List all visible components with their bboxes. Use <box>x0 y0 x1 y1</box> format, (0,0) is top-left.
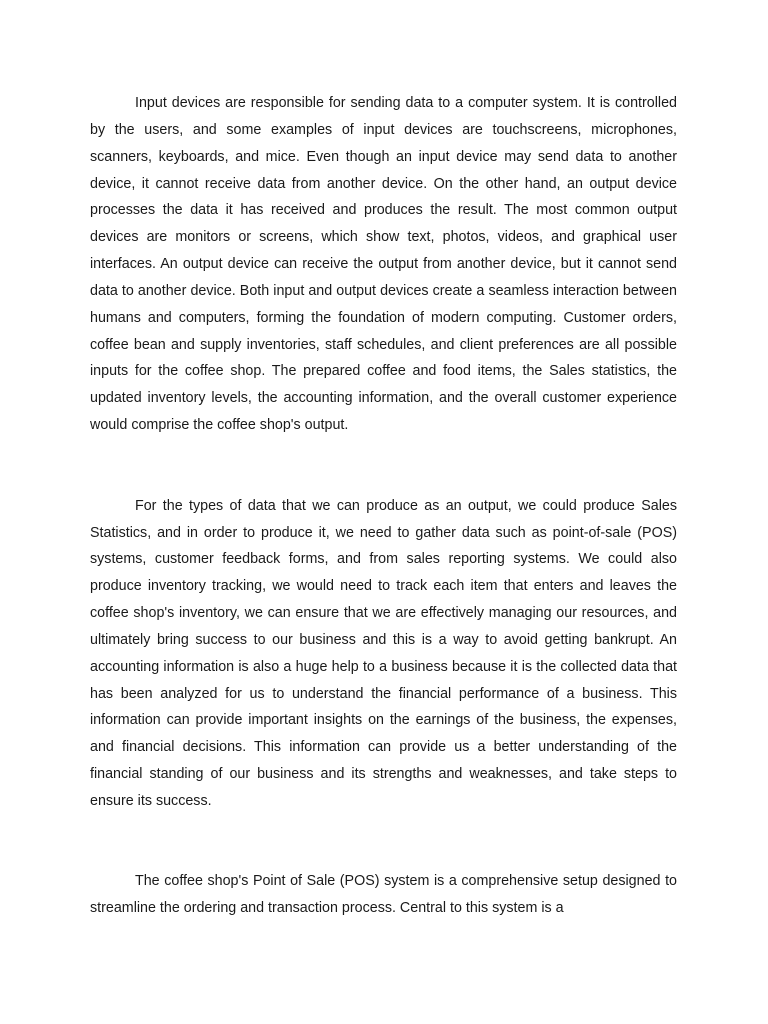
paragraph-input-output-devices: Input devices are responsible for sending data to a computer system. It is controlled by the users, and some examples of input devices are touchscreens, microphones, scanners, keyboards, and mice. Even though an input device may send data to another device, it cannot receive data from another device. On the other hand, an output device processes the data it has received and produces the result. The most common output devices are monitors or screens, which show text, photos, videos, and graphical user interfaces. An output device can receive the output from another device, but it cannot send data to another device. Both input and output devices create a seamless interaction between humans and computers, forming the foundation of modern computing. Customer orders, coffee bean and supply inventories, staff schedules, and client preferences are all possible inputs for the coffee shop. The prepared coffee and food items, the Sales statistics, the updated inventory levels, the accounting information, and the overall customer experience would comprise the coffee shop's output. <box>90 95 677 434</box>
paragraph-output-data-types: For the types of data that we can produce as an output, we could produce Sales Statistics, and in order to produce it, we need to gather data such as point-of-sale (POS) systems, customer feedback forms, and from sales reporting systems. We could also produce inventory tracking, we would need to track each item that enters and leaves the coffee shop's inventory, we can ensure that we are effectively managing our resources, and ultimately bring success to our business and this is a way to avoid getting bankrupt. An accounting information is also a huge help to a business because it is the collected data that has been analyzed for us to understand the financial performance of a business. This information can provide important insights on the earnings of the business, the expenses, and financial decisions. This information can provide us a better understanding of the financial standing of our business and its strengths and weaknesses, and take steps to ensure its success. <box>90 497 677 809</box>
paragraph-spacer <box>90 439 677 493</box>
paragraph-spacer <box>90 815 677 869</box>
document-page <box>90 90 677 922</box>
paragraph-pos-system: The coffee shop's Point of Sale (POS) system is a comprehensive setup designed to streamline the ordering and transaction process. Central to this system is a <box>90 873 677 917</box>
